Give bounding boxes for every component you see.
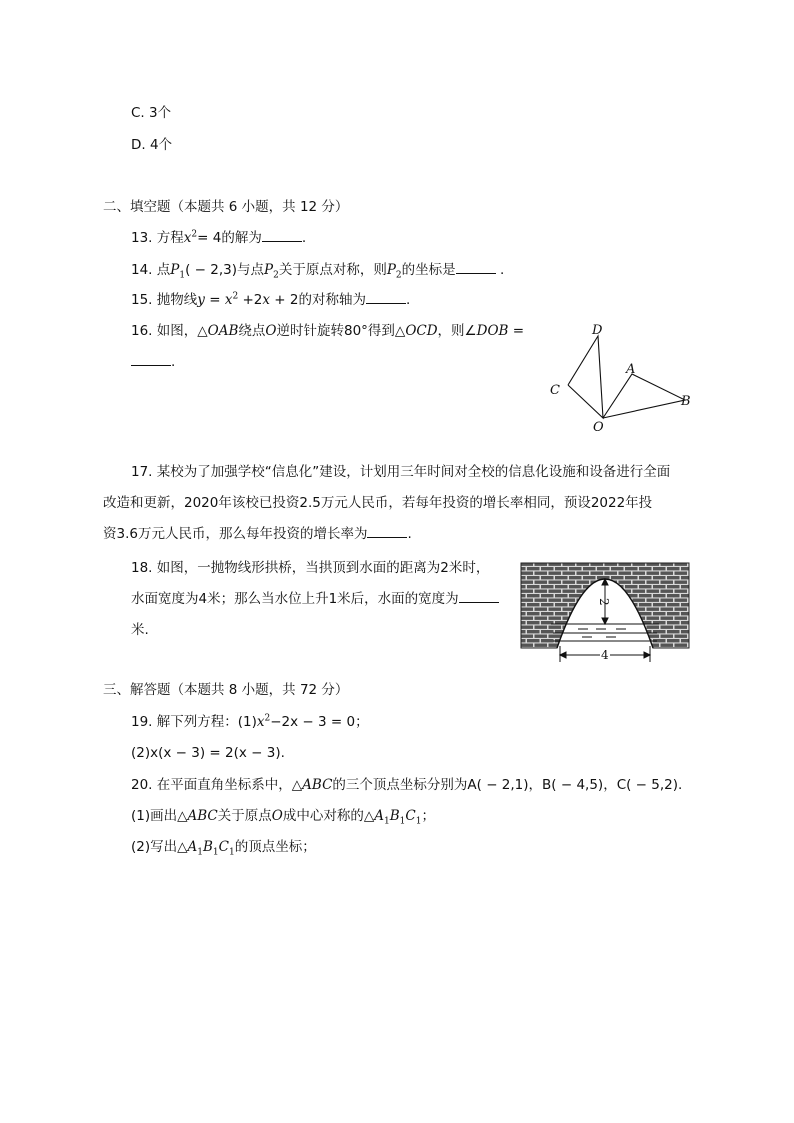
q18-line-3: 米. [131,622,149,638]
q13-eq: = 4的解为 [197,230,262,246]
q14-mid: 关于原点对称，则 [278,262,387,278]
q20-p1-a: (1)画出 [131,808,178,824]
q14-answer-blank[interactable] [456,261,496,274]
q16-answer-line [131,352,175,372]
label-d: D [592,323,603,338]
q17-line-3 [103,524,412,544]
rotation-figure [540,318,700,438]
height-label: 2 [597,598,611,606]
question-13: 13. 方程$x^2= 4$的解为 . [131,229,307,246]
question-20: 20. 在平面直角坐标系中，△ABC的三个顶点坐标分别为A( − 2,1)，B( − 4,5)，C( − 5,2). [131,777,683,793]
q14-post: 的坐标是 [401,262,456,278]
q18-answer-blank[interactable] [459,590,499,603]
q18-text: 水面宽度为4米；那么当水位上升1米后，水面的宽度为 [131,591,459,607]
option-d: D. 4个 [131,137,173,153]
arch-bridge-figure [520,562,690,664]
label-a: A [626,362,636,377]
q17-line-2: 改造和更新，2020年该校已投资2.5万元人民币，若每年投资的增长率相同，预设2022年投 [103,495,653,511]
section-2-title: 二、填空题（本题共 6 小题，共 12 分） [103,199,349,215]
question-16: 16. 如图，△OAB绕点O逆时针旋转80°得到△OCD，则∠DOB = [131,323,525,339]
q13-text: 13. 方程 [131,230,184,246]
q16-eq: = [508,323,525,339]
q13-end: . [301,230,307,246]
q14-end: . [499,262,505,278]
q15-text: 15. 抛物线 [131,292,198,308]
q20-p1-c: 成中心对称的 [282,808,364,824]
q20-p2-a: (2)写出 [131,839,178,855]
q20-part-1: (1)画出△ABC关于原点O成中心对称的$\triangle A_1B_1C_1$； [131,808,435,827]
section-3-title: 三、解答题（本题共 8 小题，共 72 分） [103,682,349,698]
q19-text: 19. 解下列方程：(1) [131,714,257,730]
question-15: 15. 抛物线$y = x^2 +2x + 2$的对称轴为 . [131,291,411,308]
triangle-ocd [568,336,603,418]
q17-line-1: 17. 某校为了加强学校“信息化”建设，计划用三年时间对全校的信息化设施和设备进行全面 [131,464,671,480]
width-label: 4 [601,648,609,662]
q20-p1-d: ； [421,808,435,824]
q14-coord: ( − 2,3)与点 [185,262,264,278]
q20-p1-b: 关于原点 [217,808,272,824]
q17-text: 资3.6万元人民币，那么每年投资的增长率为 [103,526,368,542]
q16-text: 16. 如图， [131,323,198,339]
q16-end: . [171,354,176,370]
q19-part-2: (2)x(x − 3) = 2(x − 3). [131,745,285,761]
label-b: B [681,394,691,409]
q17-answer-blank[interactable] [367,525,407,538]
q16-text1: 绕点 [238,323,266,339]
q14-text: 14. 点 [131,262,171,278]
q15-post: 的对称轴为 [298,292,366,308]
q20-p2-b: 的顶点坐标； [234,839,316,855]
question-14: 14. 点$P_1( - 2,3)$与点$P_2$关于原点对称，则$P_2$的坐标是 . [131,262,505,281]
triangle-oab [603,374,685,418]
q15-end: . [405,292,411,308]
q20-text-a: 20. 在平面直角坐标系中， [131,777,292,793]
q19-eq1: −2x − 3 = 0； [270,714,369,730]
q16-text3: ，则∠ [437,323,477,339]
option-c: C. 3个 [131,105,172,121]
q16-text2: 逆时针旋转80°得到 [276,323,395,339]
q18-line-2 [131,589,499,609]
q20-coords: A( − 2,1)，B( − 4,5)，C( − 5,2). [467,777,683,793]
q20-part-2: (2)写出$\triangle A_1B_1C_1$的顶点坐标； [131,839,316,858]
label-o: O [593,420,604,435]
q16-answer-blank[interactable] [131,353,171,366]
q13-answer-blank[interactable] [262,229,302,242]
q15-answer-blank[interactable] [366,291,406,304]
q18-line-1: 18. 如图，一抛物线形拱桥，当拱顶到水面的距离为2米时， [131,560,490,576]
label-c: C [550,383,560,398]
q17-end: . [407,526,412,542]
q20-text-b: 的三个顶点坐标分别为 [332,777,468,793]
question-19: 19. 解下列方程：$(1)x^2-2x - 3 = 0$； [131,713,369,730]
